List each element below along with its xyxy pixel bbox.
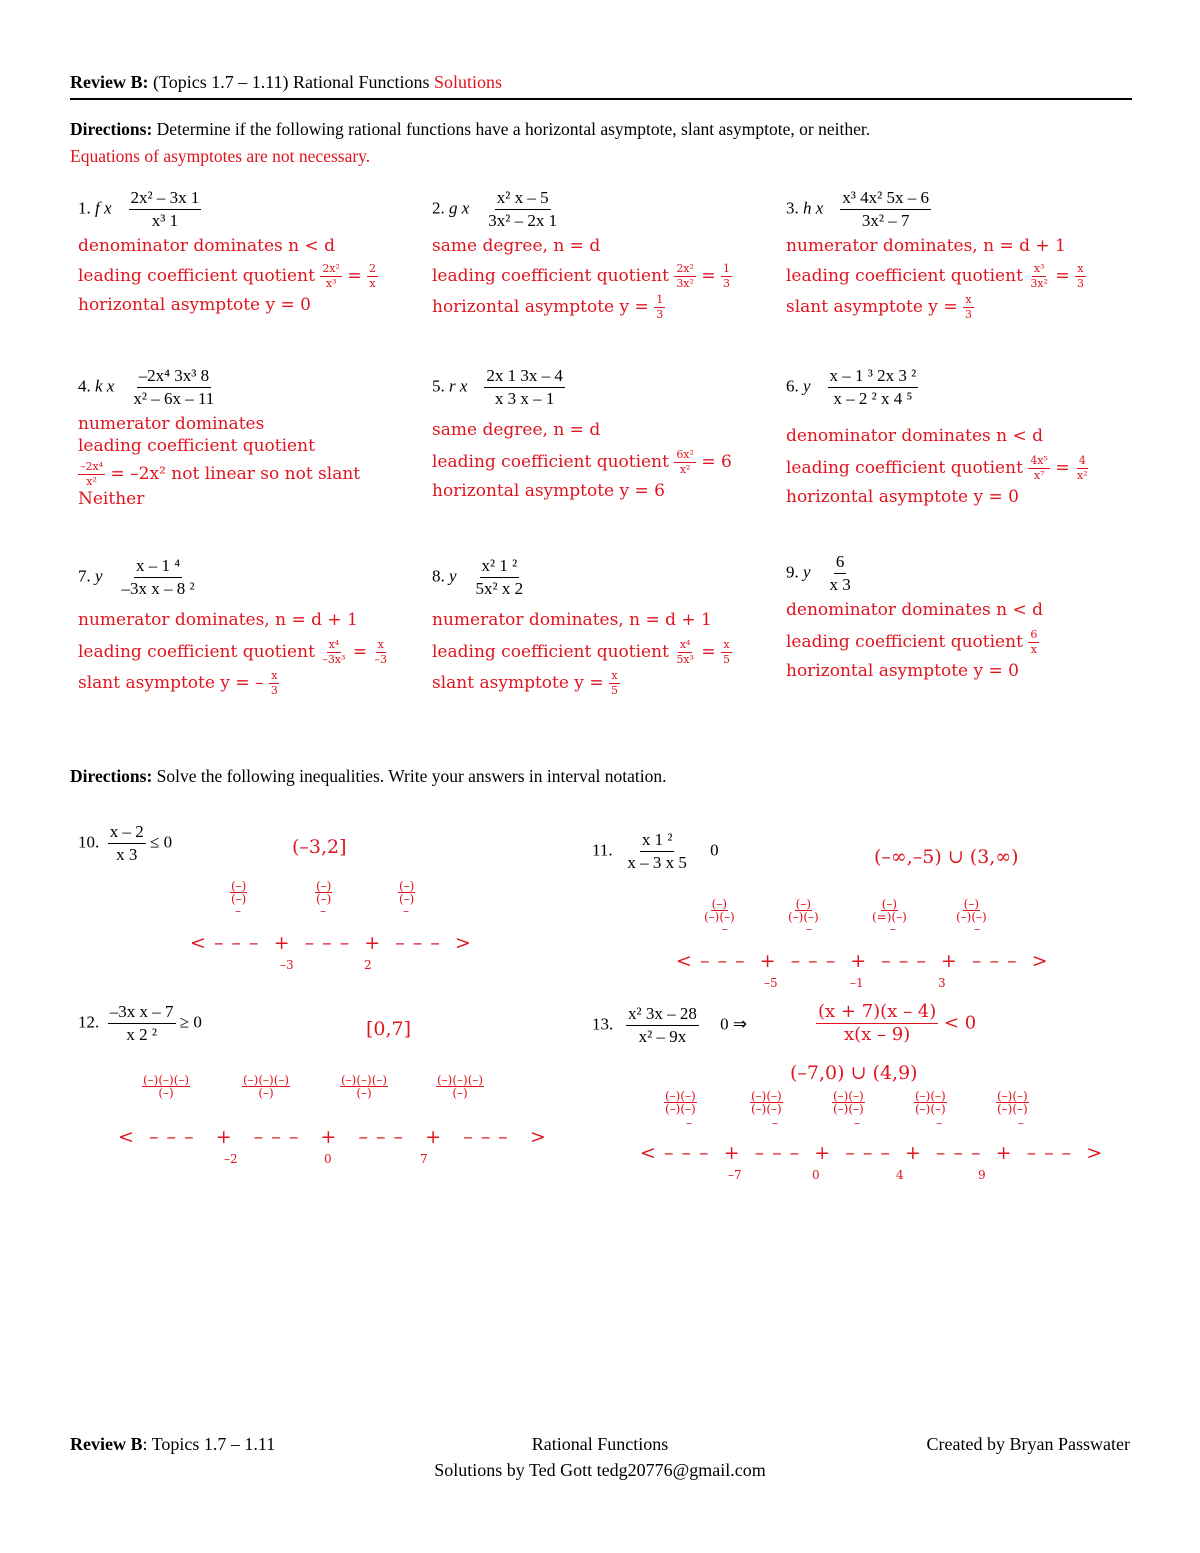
problem-1: 1. f x $\frac{\text{2x² – 3x 1}}{\text{x³ 1}}$ denominator dominates n < d leading coefficient quotient $\frac{\text{2x²}}{\text{x³}}$ = $\frac{2}{x}$ horizontal asymptote y = 0 [78, 188, 376, 315]
footer-left: Review B: Topics 1.7 – 1.11 [70, 1434, 276, 1454]
answer-11: (–∞,–5) ∪ (3,∞) [874, 846, 1019, 868]
problem-9: 9. y $\frac{6}{x 3}$ denominator dominates n < d leading coefficient quotient $\frac{6}{x}$ horizontal asymptote y = 0 [786, 552, 1044, 681]
problem-4: 4. k x $\frac{\text{–2x⁴ 3x³ 8}}{\text{x² – 6x – 11}}$ numerator dominates leading coefficient quotient $\frac{\text{–2x⁴}}{\text{x²}}$ = –2x² not linear so not slant Neither [78, 366, 361, 509]
header-rule [70, 98, 1132, 100]
sign-chart-13: (–)(–) (–)(–) – (–)(–) (–)(–) – (–)(–) (–)(–) – (–)(–) (–)(–) – (–)(–) (–)(–) – < – – – + – – – + – – – + – – – + – – – > –7 0 4 9 [640, 1089, 1104, 1182]
problem-10: 10. $\frac{x - 2}{x 3}$ ≤ 0 [78, 822, 173, 864]
answer-12: [0,7] [366, 1018, 412, 1040]
problem-5: 5. r x $\frac{2x 1 3x - 4}{x 3 x - 1}$ same degree, n = d leading coefficient quotient $\frac{\text{6x²}}{\text{x²}}$ = 6 horizontal asymptote y = 6 [432, 366, 732, 501]
problem-11: 11. $\frac{\text{x 1 ²}}{x - 3 x 5}$ 0 [592, 830, 719, 872]
footer-right: Created by Bryan Passwater [926, 1434, 1130, 1454]
answer-13-factored: $\frac{(x + 7)(x - 4)}{x(x - 9)}$ < 0 [818, 1001, 977, 1045]
problem-12: 12. $\frac{\text{–3x x – 7}}{\text{x 2 ²}}$ ≥ 0 [78, 1002, 202, 1044]
answer-10: (–3,2] [292, 836, 347, 858]
footer-center: Rational Functions [531, 1434, 669, 1454]
problem-2: 2. g x $\frac{\text{x² x – 5}}{\text{3x² – 2x 1}}$ same degree, n = d leading coefficient quotient $\frac{\text{2x²}}{\text{3x²}}$ = $\frac{1}{3}$ horizontal asymptote y = $\frac{1}{3}$ [432, 188, 730, 321]
directions-1: Directions: Determine if the following rational functions have a horizontal asymptote, slant asymptote, or neither. Equations of asymptotes are not necessary. [70, 119, 871, 166]
directions-2: Directions: Solve the following inequalities. Write your answers in interval notation. [70, 766, 667, 786]
footer-credits: Solutions by Ted Gott tedg20776@gmail.com [434, 1460, 766, 1480]
sign-chart-11: (–) (–)(–) – (–) (–)(–) – (–) (=)(–) – (–) (–)(–) – < – – – + – – – + – – – + – – – > –5 –1 3 [676, 897, 1049, 990]
page-title: Review B: (Topics 1.7 – 1.11) Rational Functions Solutions [70, 72, 503, 92]
problem-8: 8. y $\frac{\text{x² 1 ²}}{\text{5x² x 2}}$ numerator dominates, n = d + 1 leading coefficient quotient $\frac{\text{x⁴}}{\text{5x³}}$ = $\frac{x}{5}$ slant asymptote y = $\frac{x}{5}$ [432, 556, 730, 697]
sign-chart-12: (–)(–)(–) (–) (–)(–)(–) (–) (–)(–)(–) (–) (–)(–)(–) (–) < – – – + – – – + – – – + – – – > –2 0 7 [118, 1073, 547, 1166]
problem-13: 13. $\frac{\text{x² 3x – 28}}{\text{x² – 9x}}$ 0 ⇒ [592, 1004, 748, 1046]
problem-6: 6. y $\frac{\text{x – 1 ³ 2x 3 ²}}{\text{x – 2 ² x 4 ⁵}}$ denominator dominates n < d leading coefficient quotient $\frac{\text{4x⁵}}{\text{x⁷}}$ = $\frac{4}{\text{x²}}$ horizontal asymptote y = 0 [786, 366, 1088, 507]
problem-7: 7. y $\frac{\text{x – 1 ⁴}}{\text{–3x x – 8 ²}}$ numerator dominates, n = d + 1 leading coefficient quotient $\frac{\text{x⁴}}{\text{–3x³}}$ = $\frac{x}{-3}$ slant asymptote y = – $\frac{x}{3}$ [78, 556, 387, 697]
answer-13: (–7,0) ∪ (4,9) [790, 1062, 918, 1084]
sign-chart-10: (–) (–) – (–) (–) – (–) (–) – < – – – + – – – + – – – > –3 2 [190, 879, 472, 972]
problem-3: 3. h x $\frac{\text{x³ 4x² 5x – 6}}{\text{3x² – 7}}$ numerator dominates, n = d + 1 leading coefficient quotient $\frac{\text{x³}}{\text{3x²}}$ = $\frac{x}{3}$ slant asymptote y = $\frac{x}{3}$ [786, 188, 1084, 321]
